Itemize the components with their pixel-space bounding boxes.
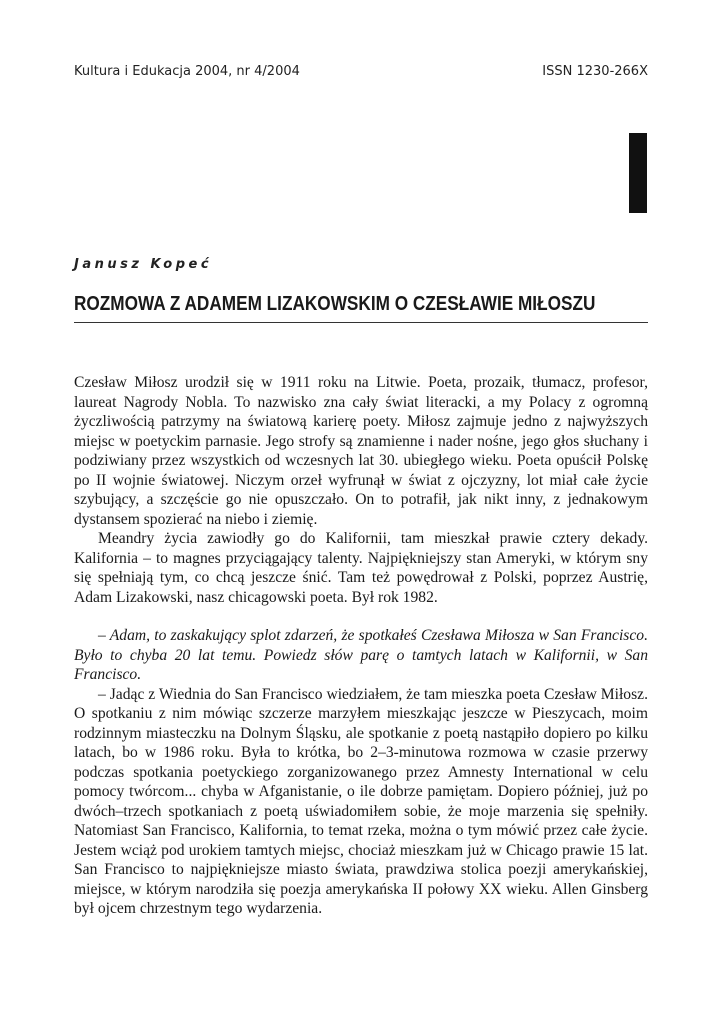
interview-answer: – Jadąc z Wiednia do San Francisco wiedziałem, że tam mieszka poeta Czesław Miłosz. O spotkaniu z nim mówiąc szczerze marzyłem mieszkając jeszcze w Pieszycach, moim rodzinnym miasteczku na Dolnym Śląsku, ale spotkanie z poetą nastąpiło dopiero po kilku latach, bo w 1986 roku. Była to krótka, bo 2–3-minutowa rozmowa w czasie przerwy podczas spotkania poetyckiego zorganizowanego przez Amnesty International w celu pomocy twórcom... chyba w Afganistanie, o ile dobrze pamiętam. Dopiero później, już po dwóch–trzech spotkaniach z poetą uświadomiłem sobie, że moje marzenia się spełniły. Natomiast San Francisco, Kalifornia, to temat rzeka, można o tym mówić przez całe życie. Jestem wciąż pod urokiem tamtych miejsc, chociaż mieszkam już w Chicago prawie 15 lat. San Francisco to najpiękniejsze miasto świata, prawdziwa stolica poezji amerykańskiej, miejsce, w którym narodziła się poezja amerykańska II połowy XX wieku. Allen Ginsberg był ojcem chrzestnym tego wydarzenia. [74, 685, 648, 917]
running-header [74, 64, 648, 79]
interview-question: – Adam, to zaskakujący splot zdarzeń, że spotkałeś Czesława Miłosza w San Francisco. Było to chyba 20 lat temu. Powiedz słów parę o tamtych latach w Kalifornii, w San Francisco. [74, 627, 648, 683]
article-body [74, 373, 648, 919]
section-marker [629, 133, 647, 213]
author-name: Janusz Kopeć [74, 257, 213, 272]
journal-citation: Kultura i Edukacja 2004, nr 4/2004 [74, 64, 300, 79]
title-underline [74, 322, 648, 323]
paragraph-intro: Czesław Miłosz urodził się w 1911 roku na Litwie. Poeta, prozaik, tłumacz, profesor, laureat Nagrody Nobla. To nazwisko zna cały świat literacki, a my Polacy z ogromną życzliwością patrzymy na światową karierę poety. Miłosz zajmuje jedno z najwyższych miejsc w poetyckim parnasie. Jego strofy są znamienne i nader nośne, jego głos słuchany i podziwiany przez wszystkich od wczesnych lat 30. ubiegłego wieku. Poeta opuścił Polskę po II wojnie światowej. Niczym orzeł wyfrunął w świat z ojczyzny, lot miał całe życie szybujący, a szczęście go nie opuszczało. On to potrafił, jak nikt inny, z jednakowym dystansem spozierać na niebo i ziemię. [74, 374, 648, 528]
issn-number: ISSN 1230-266X [542, 64, 648, 79]
paragraph-california: Meandry życia zawiodły go do Kalifornii, tam mieszkał prawie cztery dekady. Kalifornia – to magnes przyciągający talenty. Najpiękniejszy stan Ameryki, w którym sny się spełniają tym, co chcą jeszcze śnić. Tam też powędrował z Polski, poprzez Austrię, Adam Lizakowski, nasz chicagowski poeta. Był rok 1982. [74, 530, 648, 606]
article-title: ROZMOWA Z ADAMEM LIZAKOWSKIM O CZESŁAWIE MIŁOSZU [74, 293, 596, 315]
